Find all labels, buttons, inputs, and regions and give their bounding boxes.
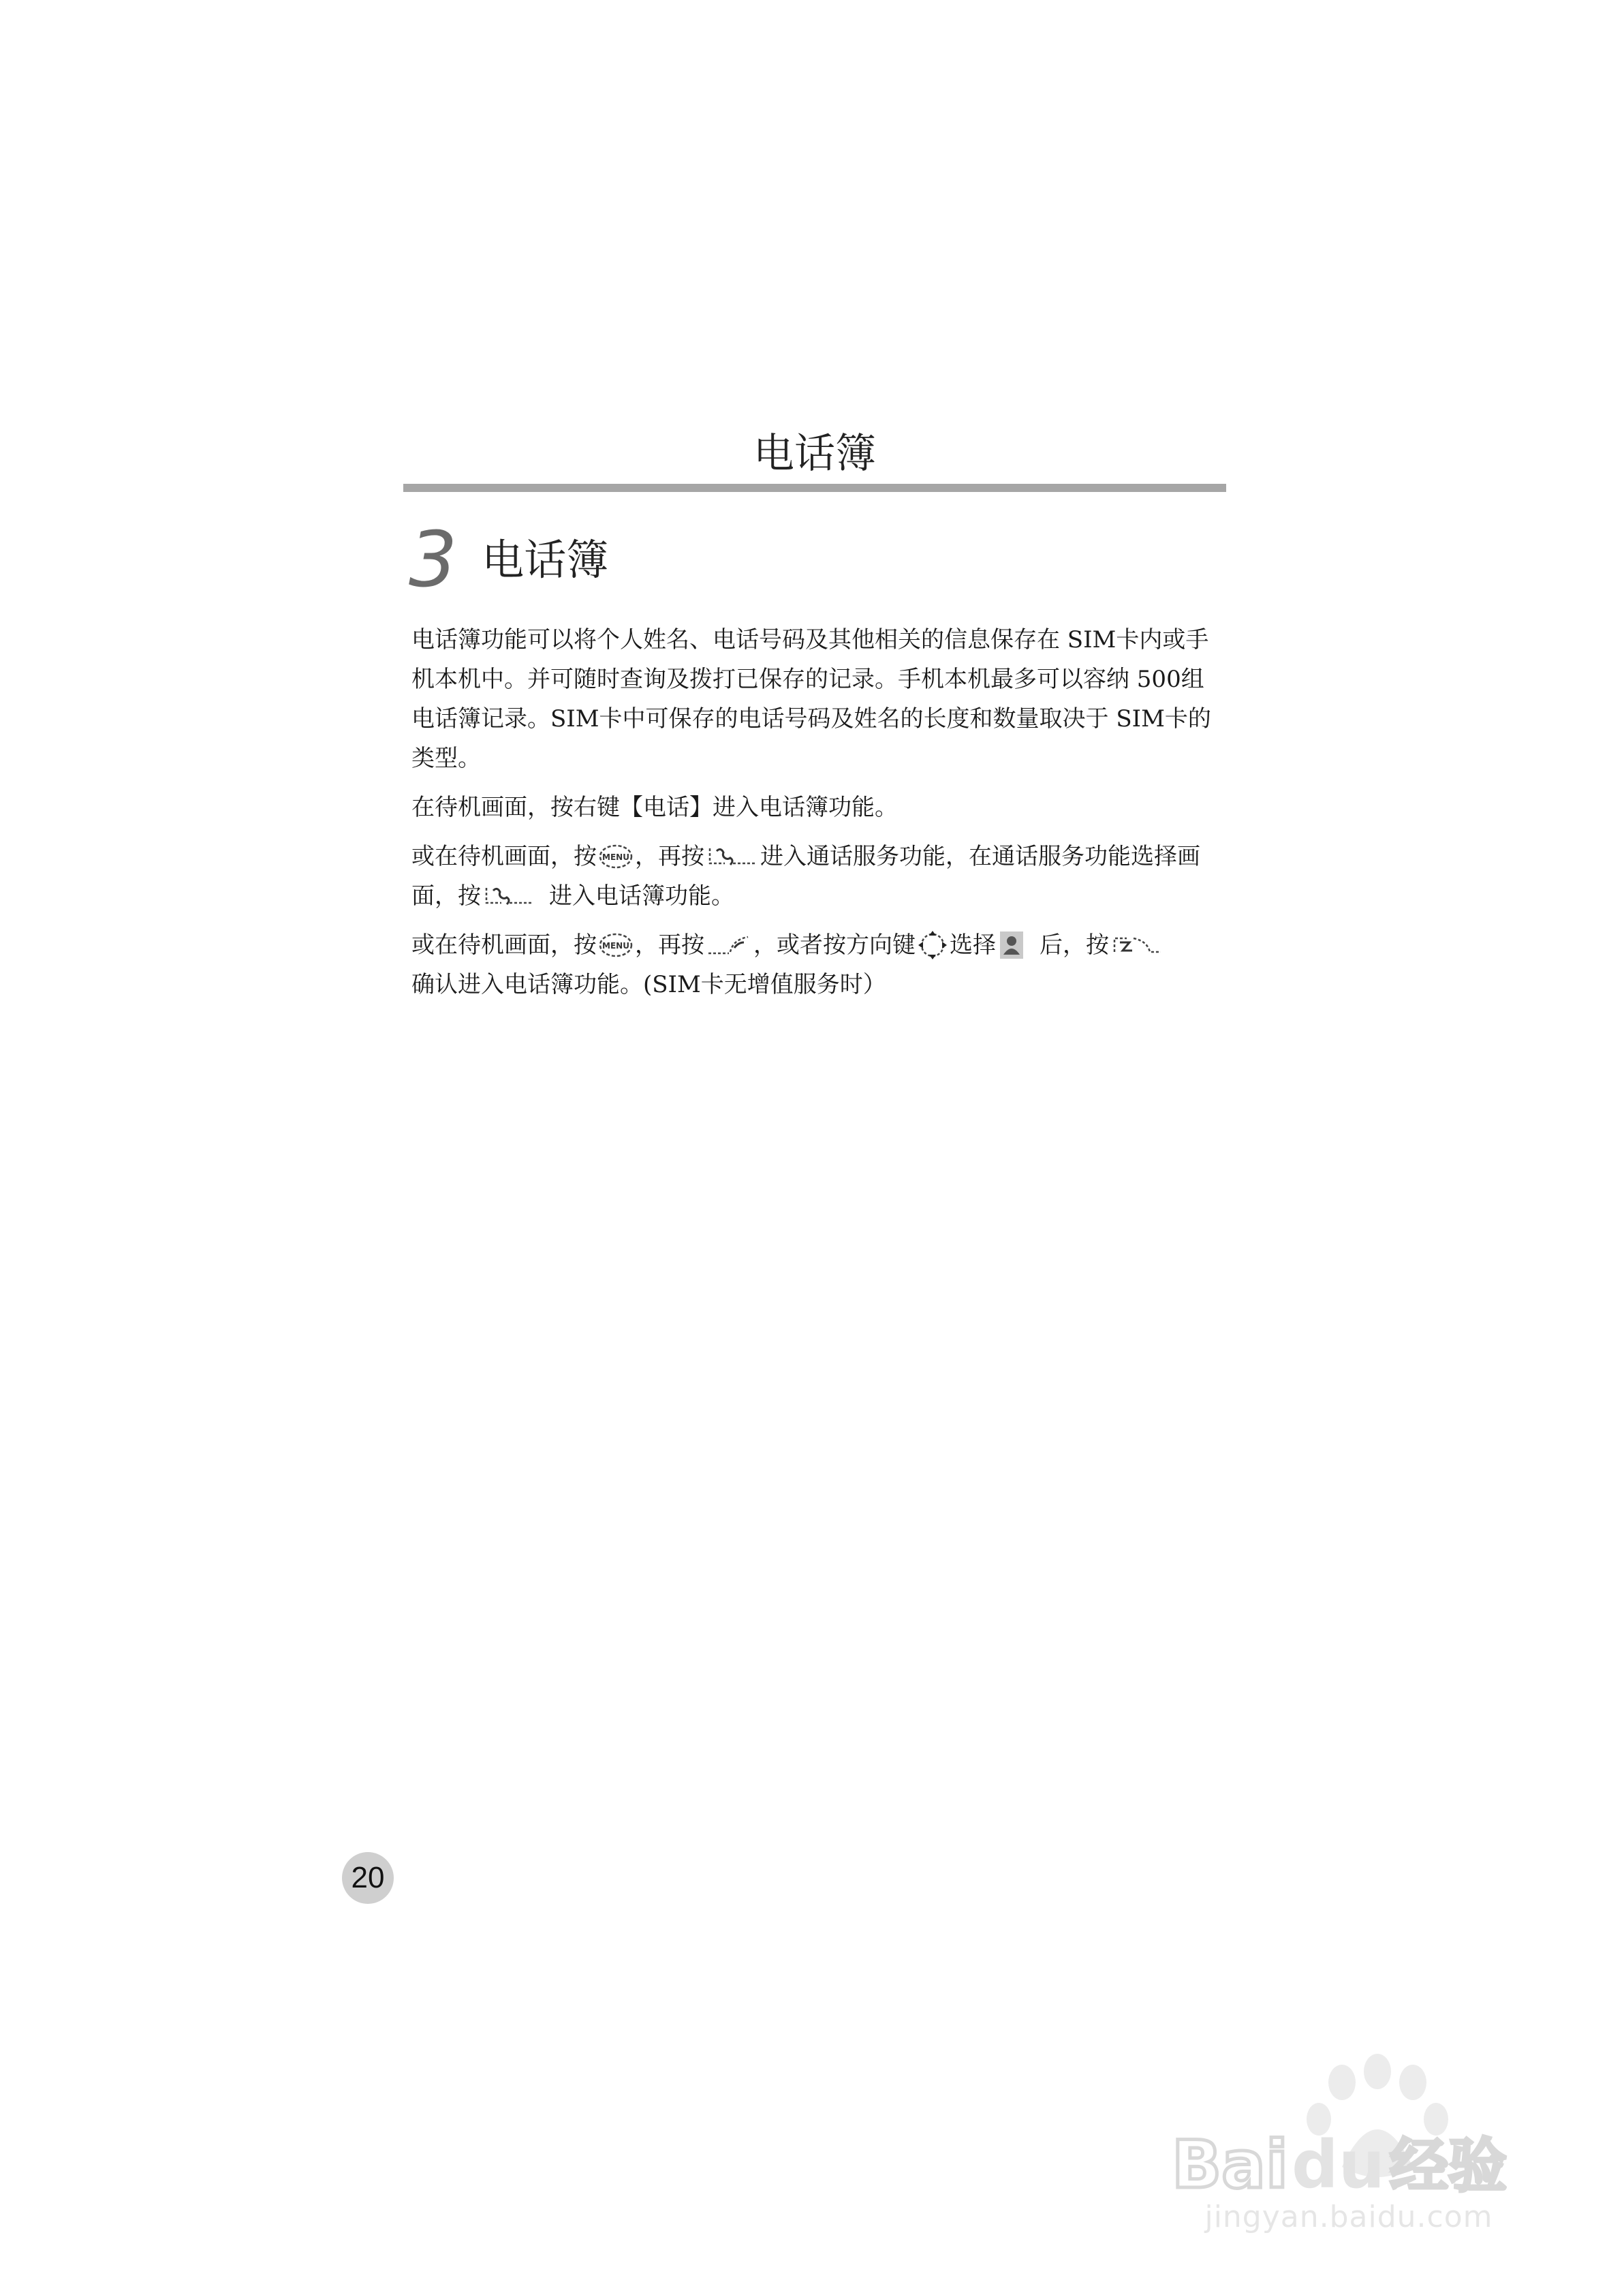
- menu-key-icon: [598, 931, 634, 959]
- call-key-icon: [706, 843, 759, 870]
- paragraph-intro: 电话簿功能可以将个人姓名、电话号码及其他相关的信息保存在 SIM卡内或手机本机中。并可随时查询及拨打已保存的记录。手机本机最多可以容纳 500组电话簿记录。SIM卡中可保存的电话号码及姓名的长度和数量取决于 SIM卡的类型。: [411, 626, 1211, 772]
- text-segment: 进入通话服务功能，在通话服务功能选择画面，按: [411, 843, 1200, 910]
- svg-text:Bai: Bai: [1172, 2127, 1288, 2201]
- text-segment: 后，按: [1040, 931, 1109, 959]
- svg-text:du: du: [1292, 2127, 1386, 2201]
- header-rule: [403, 484, 1226, 492]
- baidu-jingyan-watermark: [1158, 2051, 1540, 2255]
- navigation-key-icon: [917, 929, 948, 961]
- text-segment: 进入电话簿功能。: [549, 882, 734, 910]
- page-number: 20: [342, 1852, 394, 1904]
- watermark-url: jingyan.baidu.com: [1204, 2200, 1493, 2234]
- paragraph-nav-select: [411, 925, 1226, 1004]
- paragraph-right-key: 在待机画面，按右键【电话】进入电话簿功能。: [411, 794, 898, 821]
- chapter-heading: [409, 512, 608, 608]
- text-segment: 选择: [950, 931, 996, 959]
- text-segment: 或在待机画面，按: [411, 843, 597, 870]
- confirm-key-icon: [1110, 931, 1164, 959]
- text-segment: ，再按: [635, 843, 704, 870]
- menu-key-icon: [598, 843, 634, 870]
- running-title: 电话簿: [753, 430, 876, 478]
- text-segment: ，再按: [635, 931, 704, 959]
- svg-text:经验: 经验: [1390, 2132, 1507, 2200]
- phonebook-icon: [997, 930, 1026, 960]
- svg-text:MENU: MENU: [602, 852, 629, 862]
- chapter-number: 3: [409, 516, 458, 604]
- call-key-icon: [482, 882, 535, 910]
- text-segment: 或在待机画面，按: [411, 931, 597, 959]
- baidu-paw-logo-icon: [1158, 2051, 1540, 2201]
- svg-text:MENU: MENU: [602, 941, 629, 951]
- end-key-icon: [706, 931, 752, 959]
- chapter-title: 电话簿: [482, 535, 609, 585]
- text-segment: 确认进入电话簿功能。(SIM卡无增值服务时）: [411, 971, 886, 998]
- paragraph-call-service: [411, 837, 1226, 916]
- text-segment: ，或者按方向键: [753, 931, 916, 959]
- body-text: [411, 620, 1226, 1004]
